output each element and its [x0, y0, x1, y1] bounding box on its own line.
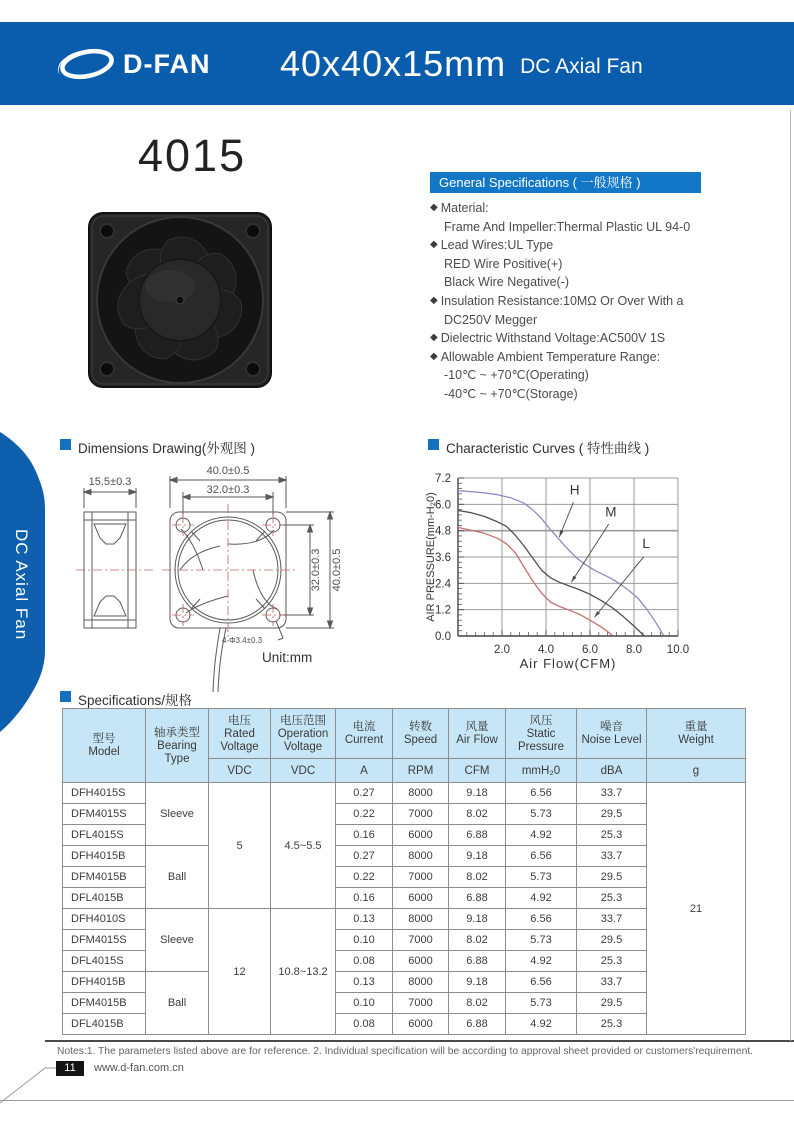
- spec-list-item: [430, 366, 775, 385]
- y-tick-label: 7.2: [435, 473, 451, 485]
- unit-header-operation-voltage: VDC: [271, 759, 336, 783]
- cell-static-pressure: 5.73: [506, 930, 577, 951]
- cell-noise: 33.7: [577, 846, 647, 867]
- dim-depth-label: 15.5±0.3: [88, 476, 132, 488]
- cell-noise: 29.5: [577, 993, 647, 1014]
- unit-header-rated-voltage: VDC: [209, 759, 271, 783]
- cell-model: DFM4015S: [63, 930, 146, 951]
- cell-static-pressure: 4.92: [506, 825, 577, 846]
- cell-noise: 33.7: [577, 909, 647, 930]
- blue-square-icon: [428, 439, 439, 450]
- spec-item-text: Black Wire Negative(-): [444, 275, 570, 290]
- cell-noise: 29.5: [577, 867, 647, 888]
- dimensions-section-title: Dimensions Drawing(外观图 ): [78, 441, 256, 456]
- spec-item-text: -40℃ ~ +70℃(Storage): [444, 386, 578, 401]
- col-header-weight: 重量 Weight: [647, 709, 746, 759]
- cell-noise: 25.3: [577, 951, 647, 972]
- cell-static-pressure: 6.56: [506, 783, 577, 804]
- cell-bearing: Sleeve: [146, 783, 209, 846]
- curve-H: [458, 491, 664, 636]
- curve-label-H: H: [569, 482, 580, 498]
- cell-air-flow: 8.02: [449, 993, 506, 1014]
- cell-air-flow: 9.18: [449, 909, 506, 930]
- dimensions-drawing: [70, 462, 410, 694]
- unit-header-noise-level: dBA: [577, 759, 647, 783]
- spec-list-item: [430, 311, 775, 330]
- cell-current: 0.08: [336, 951, 393, 972]
- x-tick-label: 8.0: [626, 644, 642, 656]
- cell-weight: 21: [647, 783, 746, 1035]
- y-tick-label: 3.6: [435, 552, 451, 564]
- cell-static-pressure: 6.56: [506, 909, 577, 930]
- blue-square-icon: [60, 439, 71, 450]
- website-url: www.d-fan.com.cn: [94, 1062, 184, 1074]
- cell-bearing: Ball: [146, 846, 209, 909]
- spec-list-item: [430, 292, 775, 311]
- y-tick-label: 1.2: [435, 604, 451, 617]
- spec-list-item: [430, 199, 775, 218]
- spec-list-item: [430, 348, 775, 367]
- cell-static-pressure: 5.73: [506, 867, 577, 888]
- cell-model: DFM4015B: [63, 993, 146, 1014]
- brand-logo: [56, 45, 211, 83]
- cell-model: DFM4015B: [63, 867, 146, 888]
- spec-list-item: [430, 329, 775, 348]
- specs-section-header: [60, 689, 192, 709]
- cell-static-pressure: 6.56: [506, 846, 577, 867]
- right-edge-divider: [790, 110, 791, 1041]
- col-header-static-pressure: 风压 Static Pressure: [506, 709, 577, 759]
- cell-model: DFL4015B: [63, 1014, 146, 1035]
- curves-section-header: [428, 437, 649, 457]
- cell-speed: 8000: [393, 783, 449, 804]
- cell-air-flow: 9.18: [449, 846, 506, 867]
- unit-header-static-pressure: mmH₂0: [506, 759, 577, 783]
- cell-model: DFL4015S: [63, 825, 146, 846]
- cell-air-flow: 6.88: [449, 825, 506, 846]
- cell-air-flow: 6.88: [449, 1014, 506, 1035]
- cell-model: DFL4015S: [63, 951, 146, 972]
- col-header-operation-voltage: 电压范围 Operation Voltage: [271, 709, 336, 759]
- spec-item-text: Dielectric Withstand Voltage:AC500V 1S: [440, 331, 666, 346]
- cell-speed: 6000: [393, 951, 449, 972]
- dim-unit-label: Unit:mm: [262, 650, 313, 665]
- cell-noise: 33.7: [577, 972, 647, 993]
- cell-current: 0.16: [336, 888, 393, 909]
- cell-static-pressure: 4.92: [506, 888, 577, 909]
- col-header-model: 型号 Model: [63, 709, 146, 783]
- spec-item-text: Insulation Resistance:10MΩ Or Over With a: [440, 293, 684, 308]
- cell-speed: 6000: [393, 825, 449, 846]
- logo-swoosh-icon: [56, 45, 120, 83]
- cell-operation-voltage: 10.8~13.2: [271, 909, 336, 1035]
- blue-square-icon: [60, 691, 71, 702]
- cell-current: 0.16: [336, 825, 393, 846]
- cell-speed: 7000: [393, 804, 449, 825]
- y-tick-label: 6.0: [435, 499, 451, 512]
- spec-item-text: Material:: [440, 201, 489, 215]
- table-row: [63, 909, 746, 930]
- unit-header-speed: RPM: [393, 759, 449, 783]
- cell-static-pressure: 6.56: [506, 972, 577, 993]
- dimensions-section-header: [60, 437, 255, 457]
- table-row: [63, 783, 746, 804]
- cell-air-flow: 9.18: [449, 972, 506, 993]
- curve-arrowhead-M: [571, 576, 576, 583]
- col-header-current: 电流 Current: [336, 709, 393, 759]
- cell-noise: 25.3: [577, 1014, 647, 1035]
- cell-current: 0.08: [336, 1014, 393, 1035]
- dim-holes-label: 4-Φ3.4±0.3: [222, 636, 263, 645]
- cell-air-flow: 8.02: [449, 804, 506, 825]
- spec-list-item: [430, 385, 775, 404]
- cell-current: 0.22: [336, 867, 393, 888]
- spec-item-text: DC250V Megger: [444, 312, 538, 327]
- cell-speed: 8000: [393, 909, 449, 930]
- cell-rated-voltage: 12: [209, 909, 271, 1035]
- y-tick-label: 4.8: [435, 525, 451, 538]
- col-header-rated-voltage: 电压 Rated Voltage: [209, 709, 271, 759]
- cell-current: 0.27: [336, 783, 393, 804]
- header-bar: [0, 22, 794, 105]
- y-tick-label: 2.4: [435, 578, 451, 591]
- characteristic-curves-chart: [425, 458, 794, 698]
- cell-current: 0.13: [336, 909, 393, 930]
- curve-label-M: M: [605, 504, 617, 520]
- spec-list-item: [430, 218, 775, 237]
- diamond-bullet-icon: ◆: [430, 294, 438, 306]
- cell-static-pressure: 4.92: [506, 951, 577, 972]
- spec-list-item: [430, 273, 775, 292]
- cell-rated-voltage: 5: [209, 783, 271, 909]
- side-tab-label: DC Axial Fan: [12, 529, 31, 641]
- spec-item-text: Frame And Impeller:Thermal Plastic UL 94-0: [444, 219, 691, 234]
- notes-text: Notes:1. The parameters listed above are for reference. 2. Individual specification will be according to approval sheet provided or customers'requirement.: [57, 1046, 754, 1057]
- diamond-bullet-icon: ◆: [430, 332, 438, 344]
- cell-bearing: Ball: [146, 972, 209, 1035]
- cell-noise: 29.5: [577, 930, 647, 951]
- cell-speed: 7000: [393, 867, 449, 888]
- dim-hole-pitch-w-label: 32.0±0.3: [206, 484, 250, 496]
- cell-air-flow: 6.88: [449, 888, 506, 909]
- col-header-air-flow: 风量 Air Flow: [449, 709, 506, 759]
- cell-model: DFH4015B: [63, 846, 146, 867]
- dim-hole-pitch-h-label: 32.0±0.3: [310, 548, 322, 592]
- cell-speed: 6000: [393, 1014, 449, 1035]
- cell-operation-voltage: 4.5~5.5: [271, 783, 336, 909]
- model-number: 4015: [138, 130, 247, 181]
- notes-divider: [45, 1040, 794, 1042]
- x-tick-label: 4.0: [538, 644, 554, 656]
- cell-current: 0.27: [336, 846, 393, 867]
- x-tick-label: 10.0: [666, 644, 690, 656]
- spec-list-item: [430, 255, 775, 274]
- cell-model: DFM4015S: [63, 804, 146, 825]
- cell-noise: 29.5: [577, 804, 647, 825]
- general-specs-header: General Specifications ( 一般规格 ): [430, 172, 701, 193]
- general-specs-list: [430, 199, 775, 404]
- diamond-bullet-icon: ◆: [430, 202, 438, 213]
- spec-item-text: RED Wire Positive(+): [444, 256, 563, 271]
- dim-outer-width-label: 40.0±0.5: [206, 465, 250, 477]
- cell-current: 0.13: [336, 972, 393, 993]
- chart-x-axis-label: Air Flow(CFM): [519, 656, 617, 671]
- unit-header-current: A: [336, 759, 393, 783]
- table-row: [63, 972, 746, 993]
- cell-model: DFH4015B: [63, 972, 146, 993]
- cell-speed: 8000: [393, 846, 449, 867]
- cell-model: DFH4015S: [63, 783, 146, 804]
- spec-item-text: -10℃ ~ +70℃(Operating): [444, 368, 589, 383]
- curve-L: [458, 527, 612, 635]
- x-tick-label: 6.0: [582, 644, 598, 656]
- cell-air-flow: 8.02: [449, 867, 506, 888]
- y-tick-label: 0.0: [435, 631, 451, 643]
- cell-noise: 25.3: [577, 825, 647, 846]
- fan-photo-graphic: [86, 206, 278, 394]
- page-number-badge: 11: [56, 1061, 84, 1076]
- page-title: 40x40x15mm: [280, 42, 507, 84]
- spec-list-item: [430, 236, 775, 255]
- cell-speed: 7000: [393, 930, 449, 951]
- cell-speed: 6000: [393, 888, 449, 909]
- cell-noise: 33.7: [577, 783, 647, 804]
- diamond-bullet-icon: ◆: [430, 239, 438, 251]
- fan-product-photo: [86, 206, 278, 394]
- spec-item-text: Lead Wires:UL Type: [440, 238, 554, 253]
- brand-name: D-FAN: [123, 48, 211, 79]
- cell-model: DFH4010S: [63, 909, 146, 930]
- spec-item-text: Allowable Ambient Temperature Range:: [440, 349, 661, 364]
- cell-static-pressure: 5.73: [506, 993, 577, 1014]
- chart-y-axis-label: AIR PRESSURE(mm-H₂0): [425, 492, 437, 622]
- unit-header-weight: g: [647, 759, 746, 783]
- x-tick-label: 2.0: [494, 644, 510, 656]
- header-titles: [280, 22, 643, 105]
- curve-arrow-L: [594, 557, 644, 618]
- cell-air-flow: 9.18: [449, 783, 506, 804]
- unit-header-air-flow: CFM: [449, 759, 506, 783]
- cell-speed: 7000: [393, 993, 449, 1014]
- specs-section-title: Specifications/规格: [78, 693, 193, 708]
- cell-air-flow: 6.88: [449, 951, 506, 972]
- curves-section-title: Characteristic Curves ( 特性曲线 ): [446, 441, 650, 456]
- curve-label-L: L: [642, 536, 650, 552]
- cell-speed: 8000: [393, 972, 449, 993]
- bottom-divider: [0, 1100, 794, 1101]
- side-tab-dc-axial-fan: [0, 432, 46, 732]
- col-header-bearing: 轴承类型 Bearing Type: [146, 709, 209, 783]
- cell-current: 0.10: [336, 930, 393, 951]
- cell-model: DFL4015B: [63, 888, 146, 909]
- col-header-speed: 转数 Speed: [393, 709, 449, 759]
- table-row: [63, 846, 746, 867]
- specifications-table: [62, 708, 746, 1035]
- cell-bearing: Sleeve: [146, 909, 209, 972]
- cell-current: 0.10: [336, 993, 393, 1014]
- dimensions-svg: [70, 462, 410, 694]
- col-header-noise-level: 噪音 Noise Level: [577, 709, 647, 759]
- cell-static-pressure: 5.73: [506, 804, 577, 825]
- curves-svg: [425, 458, 794, 698]
- cell-noise: 25.3: [577, 888, 647, 909]
- dim-outer-height-label: 40.0±0.5: [331, 548, 343, 592]
- cell-static-pressure: 4.92: [506, 1014, 577, 1035]
- page-subtitle: DC Axial Fan: [520, 54, 643, 78]
- diamond-bullet-icon: ◆: [430, 350, 438, 362]
- cell-air-flow: 8.02: [449, 930, 506, 951]
- cell-current: 0.22: [336, 804, 393, 825]
